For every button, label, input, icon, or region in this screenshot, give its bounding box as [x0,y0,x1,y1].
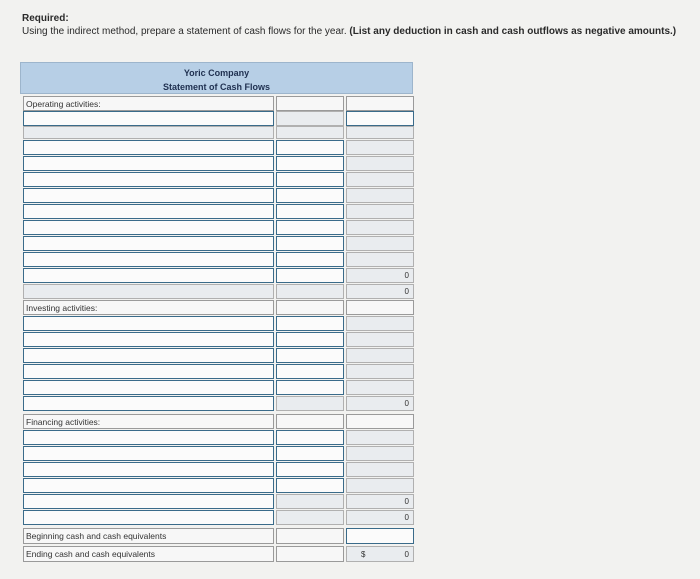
beginning-cash-input[interactable] [346,528,414,544]
table-row [20,364,414,379]
table-row [20,220,414,235]
beginning-cash-label: Beginning cash and cash equivalents [26,531,167,541]
company-name: Yoric Company [183,68,250,78]
line-item-input[interactable] [23,364,274,379]
amount-input[interactable] [276,252,344,267]
line-item-input[interactable] [23,446,274,461]
amount-input[interactable] [276,380,344,395]
table-row [20,252,414,267]
line-item-input[interactable] [23,220,274,235]
table-row [20,430,414,445]
instructions [22,12,682,38]
table-row [20,172,414,187]
line-item-input[interactable] [23,140,274,155]
line-item-input[interactable] [23,478,274,493]
table-row [20,140,414,155]
operating-subtotal-2: 0 [404,287,409,296]
table-row [20,348,414,363]
line-item-input[interactable] [23,462,274,477]
net-change-total: 0 [404,513,409,522]
amount-input[interactable] [276,446,344,461]
amount-input[interactable] [276,478,344,493]
ending-cash-row [20,546,414,562]
operating-subtotal-row [20,268,414,283]
line-item-input[interactable] [23,316,274,331]
table-row [20,236,414,251]
table-row [20,188,414,203]
ending-cash-label: Ending cash and cash equivalents [26,549,156,559]
amount-input[interactable] [276,332,344,347]
table-row [20,126,414,139]
line-item-input[interactable] [23,348,274,363]
line-item-input[interactable] [23,252,274,267]
amount-input[interactable] [276,172,344,187]
amount-input[interactable] [276,268,344,283]
investing-total: 0 [404,399,409,408]
operating-total-row [20,284,414,299]
amount-input[interactable] [276,220,344,235]
amount-input[interactable] [276,236,344,251]
line-item-input[interactable] [23,510,274,525]
amount-input[interactable] [276,156,344,171]
line-item-input[interactable] [23,236,274,251]
table-row [20,332,414,347]
line-item-input[interactable] [23,430,274,445]
table-row [20,462,414,477]
required-label: Required: [22,13,69,24]
amount-input[interactable] [346,111,414,126]
table-row [20,204,414,219]
line-item-input[interactable] [23,380,274,395]
investing-total-row [20,396,414,411]
financing-total: 0 [404,497,409,506]
line-item-input[interactable] [23,156,274,171]
line-item-input[interactable] [23,204,274,219]
amount-input[interactable] [276,204,344,219]
line-item-input[interactable] [23,396,274,411]
line-item-input[interactable] [23,111,274,126]
amount-input[interactable] [276,462,344,477]
section-row-investing [20,300,414,315]
instructions-note: (List any deduction in cash and cash outflows as negative amounts.) [349,26,677,37]
table-row [20,478,414,493]
operating-subtotal-1: 0 [404,271,409,280]
table-row [20,316,414,331]
table-row [20,380,414,395]
instructions-text-block [22,25,682,38]
beginning-cash-row [20,528,414,544]
section-row-operating [20,96,414,111]
table-row [20,156,414,171]
currency-symbol: $ [361,549,366,559]
instructions-text: Using the indirect method, prepare a statement of cash flows for the year. [22,26,347,37]
line-item-input[interactable] [23,494,274,509]
financing-total-row [20,494,414,509]
line-item-input[interactable] [23,172,274,187]
line-item-input[interactable] [23,268,274,283]
amount-input[interactable] [276,188,344,203]
amount-input[interactable] [276,430,344,445]
ending-cash-total: 0 [404,549,409,559]
cash-flow-worksheet [20,62,414,574]
statement-header [20,62,413,94]
table-row [20,111,414,126]
statement-title: Statement of Cash Flows [162,82,270,92]
amount-input[interactable] [276,316,344,331]
line-item-input[interactable] [23,332,274,347]
operating-activities-label: Operating activities: [26,98,101,109]
financing-activities-label: Financing activities: [26,416,101,427]
net-change-row [20,510,414,525]
amount-input[interactable] [276,364,344,379]
line-item-input[interactable] [23,188,274,203]
amount-input[interactable] [276,348,344,363]
amount-input[interactable] [276,140,344,155]
investing-activities-label: Investing activities: [26,302,98,313]
section-row-financing [20,414,414,429]
table-row [20,446,414,461]
